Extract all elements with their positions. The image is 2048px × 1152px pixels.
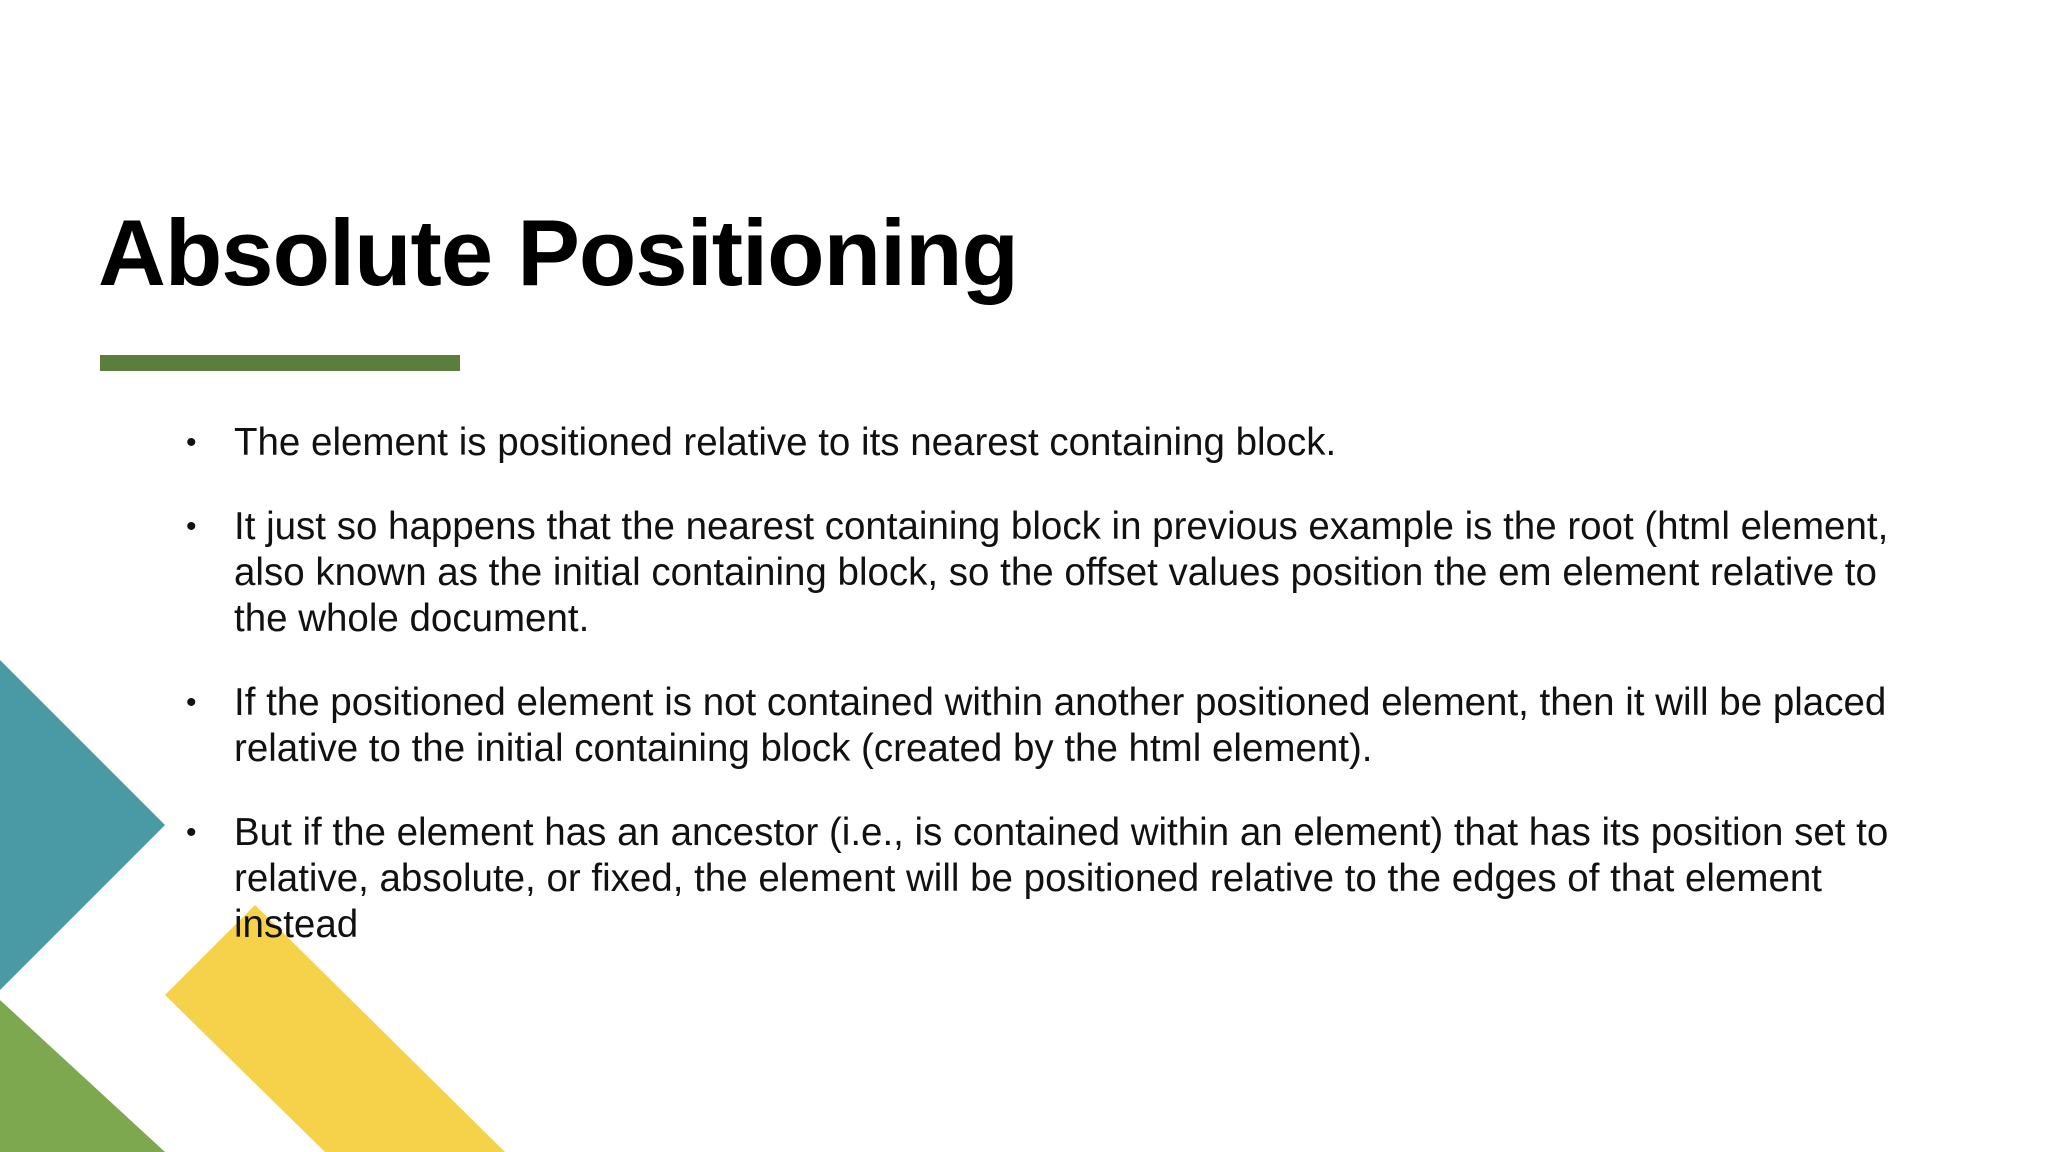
bullet-marker: • [186, 816, 197, 849]
bullet-marker: • [186, 686, 197, 719]
bullet-item [180, 680, 1920, 772]
bullet-item [180, 504, 1920, 642]
bullet-list [180, 420, 1920, 986]
bullet-item [180, 810, 1920, 948]
bullet-text: It just so happens that the nearest containing block in previous example is the root (html element, also known as the initial containing block, so the offset values position the em element relative to the whole document. [234, 505, 1889, 640]
green-triangle-shape [0, 1000, 165, 1152]
bullet-marker: • [186, 510, 197, 543]
teal-triangle-shape [0, 660, 165, 990]
bullet-text: The element is positioned relative to its nearest containing block. [234, 421, 1337, 464]
bullet-text: If the positioned element is not contained within another positioned element, then it will be placed relative to the initial containing block (created by the html element). [234, 681, 1887, 770]
bullet-item [180, 420, 1920, 466]
bullet-marker: • [186, 426, 197, 459]
bullet-text: But if the element has an ancestor (i.e., is contained within an element) that has its position set to relative, absolute, or fixed, the element will be positioned relative to the edges of that element instead [234, 811, 1889, 946]
slide-title: Absolute Positioning [98, 200, 1018, 305]
title-underline-bar [100, 355, 460, 371]
